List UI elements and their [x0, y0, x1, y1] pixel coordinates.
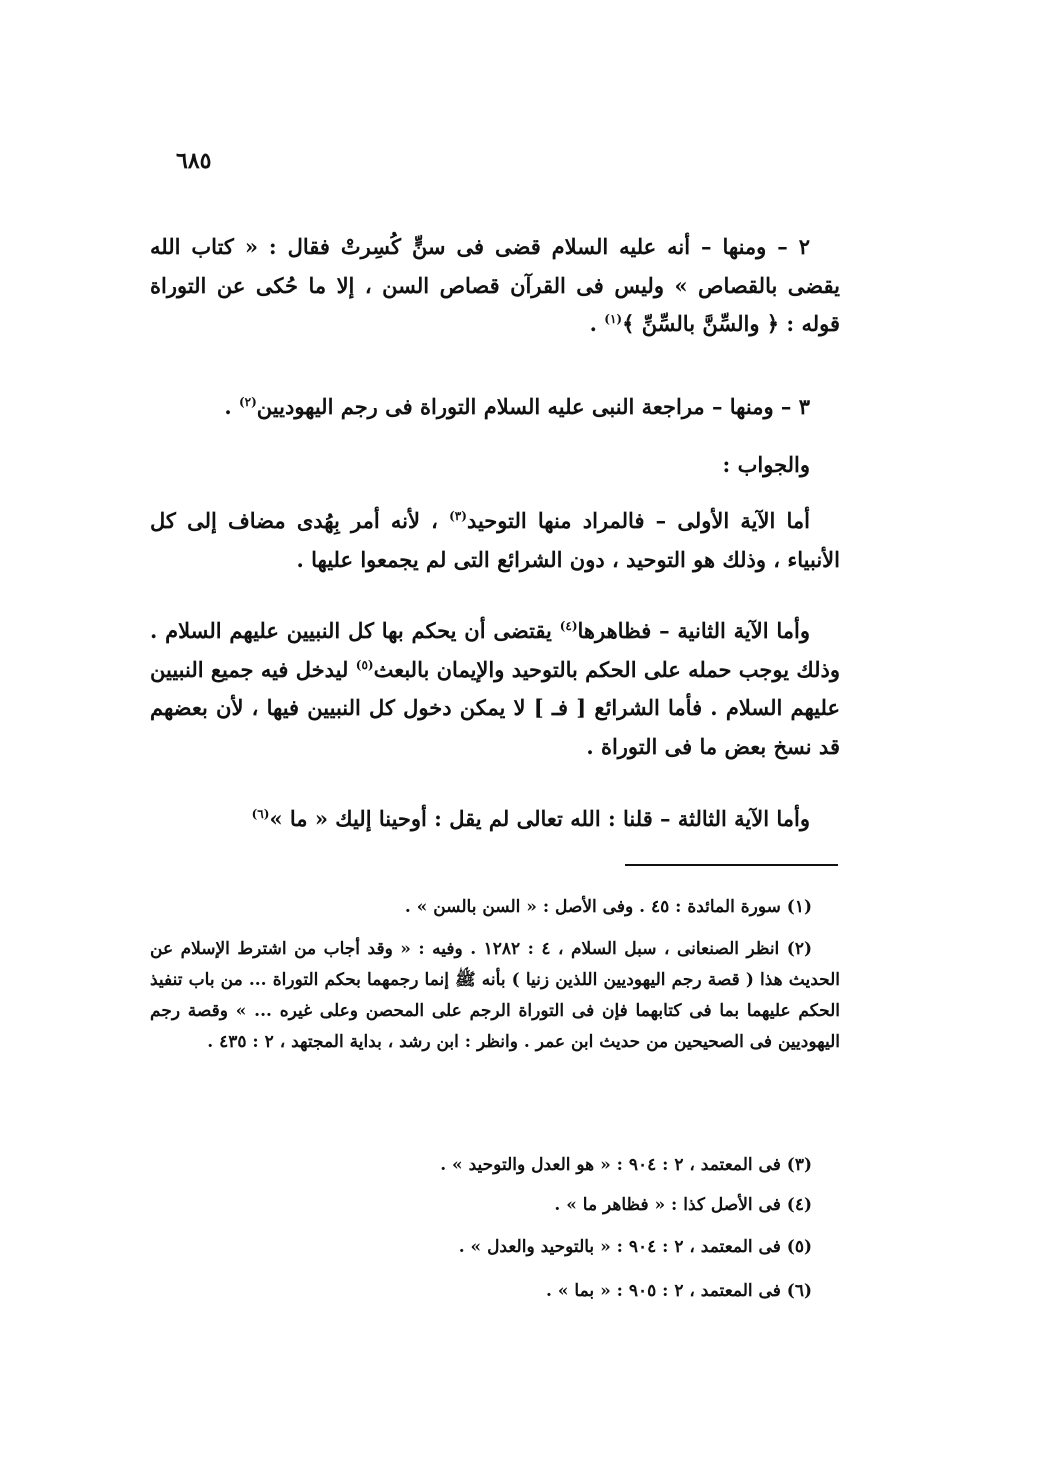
paragraph-3 — [150, 388, 840, 427]
footnote-1: (١) سورة المائدة : ٤٥ . وفى الأصل : « السن بالسن » . — [404, 897, 812, 917]
paragraph-second-verse — [150, 612, 840, 766]
paragraph-first-verse — [150, 502, 840, 579]
paragraph-text: . — [589, 311, 605, 336]
paragraph-text: وأما الآية الثانية – فظاهرها — [577, 618, 810, 643]
paragraph-text: ٣ – ومنها – مراجعة النبى عليه السلام التوراة فى رجم اليهوديين — [256, 394, 810, 419]
paragraph-2 — [150, 228, 840, 344]
footnote-ref: (٣) — [449, 509, 467, 523]
footnote-4: (٤) فى الأصل كذا : « فظاهر ما » . — [554, 1195, 812, 1215]
footnote-ref: (٤) — [559, 619, 578, 633]
paragraph-text: أما الآية الأولى – فالمراد منها التوحيد — [466, 508, 810, 533]
footnote-divider — [625, 864, 838, 866]
footnote-ref: (٦) — [251, 807, 270, 821]
page-number: ٦٨٥ — [176, 148, 212, 174]
footnote-6: (٦) فى المعتمد ، ٢ : ٩٠٥ : « بما » . — [546, 1281, 812, 1301]
footnote-ref: (٢) — [238, 395, 257, 409]
footnote-2: (٢) انظر الصنعانى ، سبل السلام ، ٤ : ١٢٨٢ . وفيه : « وقد أجاب من اشترط الإسلام عن الحديث هذا ( قصة رجم اليهوديين اللذين زنيا ) بأنه ﷺ إنما رجمهما بحكم التوراة ... من باب تنفيذ الحكم عليهما بما فى كتابهما فإن فى التوراة الرجم على المحصن وعلى غيره ... » وقصة رجم اليهوديين فى الصحيحين من حديث ابن عمر . وانظر : ابن رشد ، بداية المجتهد ، ٢ : ٤٣٥ . — [150, 939, 840, 1052]
footnote-3: (٣) فى المعتمد ، ٢ : ٩٠٤ : « هو العدل والتوحيد » . — [440, 1155, 812, 1175]
footnote-ref: (١) — [604, 312, 623, 326]
paragraph-text: ٢ – ومنها – أنه عليه السلام قضى فى سنٍّ كُسِرتْ فقال : « كتاب الله يقضى بالقصاص » وليس فى القرآن قصاص السن ، إلا ما حُكى عن التوراة قوله : ﴿ والسِّنَّ بالسِّنِّ ﴾ — [150, 234, 840, 336]
paragraph-text: ، لأنه أمر بِهُدى مضاف إلى كل الأنبياء ، وذلك هو التوحيد ، دون الشرائع التى لم يجمعوا عليها . — [150, 508, 840, 572]
footnote-ref: (٥) — [355, 657, 374, 672]
paragraph-text: والجواب : — [722, 452, 810, 477]
paragraph-text: . — [224, 394, 239, 419]
paragraph-text: وأما الآية الثالثة – قلنا : الله تعالى لم يقل : أوحينا إليك « ما » — [269, 806, 810, 831]
footnote-5: (٥) فى المعتمد ، ٢ : ٩٠٤ : « بالتوحيد والعدل » . — [458, 1237, 812, 1257]
paragraph-text: ليدخل فيه جميع النبيين عليهم السلام . فأما الشرائع [ فـ ] لا يمكن دخول كل النبيين فيها ، لأن بعضهم قد نسخ بعض ما فى التوراة . — [150, 656, 840, 759]
paragraph-third-verse — [150, 800, 840, 839]
answer-heading — [150, 446, 840, 485]
paragraph-text: يقتضى أن يحكم بها كل النبيين عليهم السلام . وذلك يوجب حمله على الحكم بالتوحيد والإيمان بالبعث — [150, 618, 840, 682]
